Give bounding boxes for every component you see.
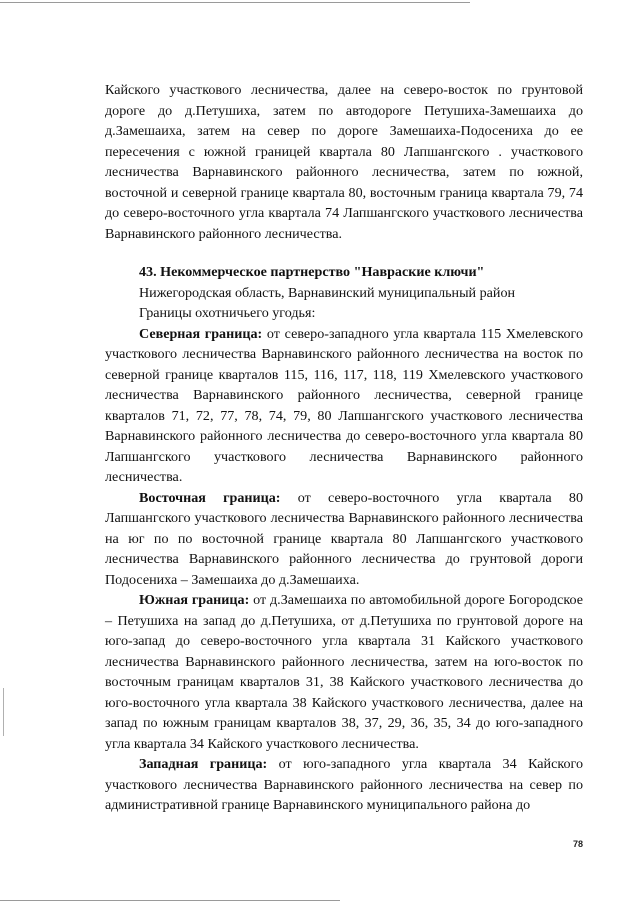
east-boundary-label: Восточная граница: [139, 489, 281, 506]
south-boundary-text: от д.Замешаиха по автомобильной дороге Богородское – Петушиха на запад до д.Петушиха, от д.Петушиха по грунтовой дороге на юго-запад до северо-восточного угла квартала 31 Кайского участкового лесничества Варнавинского районного лесничества, затем на юго-восток по восточным границам кварталов 31, 38 Кайского участкового лесничества до юго-восточного угла квартала 38 Кайского участкового лесничества, далее на запад по южным границам кварталов 38, 37, 29, 36, 35, 34 до юго-западного угла квартала 34 Кайского участкового лесничества. [105, 592, 583, 752]
east-boundary-paragraph [105, 488, 583, 591]
document-body [105, 80, 583, 816]
west-boundary-paragraph [105, 754, 583, 816]
north-boundary-label: Северная граница: [139, 325, 263, 342]
page-number: 78 [572, 839, 583, 849]
south-boundary-paragraph [105, 590, 583, 754]
top-scan-rule [0, 2, 470, 3]
west-boundary-label: Западная граница: [139, 756, 268, 772]
left-scan-mark [3, 688, 4, 736]
continuation-paragraph: Кайского участкового лесничества, далее на северо-восток по грунтовой дороге до д.Петушиха, затем по автодороге Петушиха-Замешаиха до д.Замешаиха, затем на север по дороге Замешаиха-Подосениха до ее пересечения с южной границей квартала 80 Лапшангского . участкового лесничества Варнавинского районного лесничества, затем по южной, восточной и северной границе квартала 80, восточным граница квартала 79, 74 до северо-восточного угла квартала 74 Лапшангского участкового лесничества Варнавинского районного лесничества. [105, 82, 583, 242]
west-boundary-text: от юго-западного угла квартала 34 Кайского участкового лесничества Варнавинского районного лесничества на север по административной границе Варнавинского муниципального района до [105, 756, 583, 813]
north-boundary-text: от северо-западного угла квартала 115 Хмелевского участкового лесничества Варнавинского районного лесничества на восток по северной границе кварталов 115, 116, 117, 118, 119 Хмелевского участкового лесничества Варнавинского районного лесничества, северной границе кварталов 71, 72, 77, 78, 74, 79, 80 Лапшангского участкового лесничества Варнавинского районного лесничества до северо-восточного угла квартала 80 Лапшангского участкового лесничества Варнавинского районного лесничества. [105, 325, 584, 485]
boundaries-title: Границы охотничьего угодья: [139, 305, 316, 321]
section-heading: 43. Некоммерческое партнерство "Навраские ключи" [139, 264, 485, 280]
east-boundary-text: от северо-восточного угла квартала 80 Лапшангского участкового лесничества Варнавинского районного лесничества на юг по по восточной границе квартала 80 Лапшангского участкового лесничества Варнавинского районного лесничества до грунтовой дороги Подосениха – Замешаиха до д.Замешаиха. [105, 489, 583, 588]
south-boundary-label: Южная граница: [139, 592, 250, 608]
north-boundary-paragraph [105, 324, 583, 488]
region-line: Нижегородская область, Варнавинский муниципальный район [139, 284, 516, 301]
bottom-scan-rule [0, 900, 340, 901]
